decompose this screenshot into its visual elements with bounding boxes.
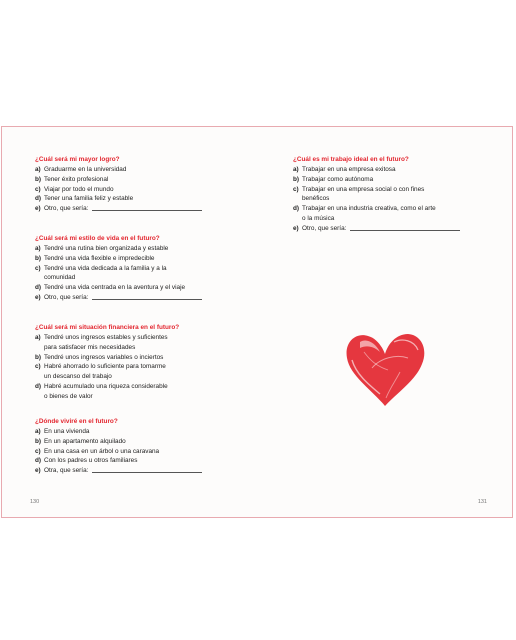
option-letter: d) (35, 284, 42, 292)
heart-icon (342, 328, 428, 410)
option-text: para satisfacer mis necesidades (44, 343, 136, 351)
option-text: Con los padres u otros familiares (44, 457, 138, 465)
option-text: benéficos (302, 195, 330, 203)
option-text: Tendré una vida dedicada a la familia y a la (44, 264, 167, 272)
answer-option (35, 273, 202, 283)
option-letter: c) (35, 264, 41, 272)
answer-option (35, 204, 202, 214)
option-text: Tendré una vida centrada en la aventura y el viaje (44, 284, 186, 292)
option-letter: b) (35, 437, 42, 445)
option-text: Tener una familia feliz y estable (44, 195, 134, 203)
option-text: comunidad (44, 274, 76, 282)
option-text: Otro, que sería: (44, 205, 89, 213)
option-letter: a) (35, 166, 41, 173)
question-title: ¿Cuál será mi estilo de vida en el futuro? (35, 235, 160, 242)
answer-option (293, 214, 460, 224)
answer-option (35, 333, 179, 343)
option-text: En una vivienda (44, 428, 90, 435)
option-text: Trabajar como autónoma (302, 175, 374, 183)
answer-option (293, 204, 460, 214)
option-letter: a) (35, 245, 41, 252)
option-letter: a) (35, 428, 41, 435)
option-text: En una casa en un árbol o una caravana (44, 447, 160, 455)
option-letter: e) (35, 467, 41, 475)
answer-blank-line[interactable] (92, 293, 202, 300)
page-number: 131 (477, 499, 487, 505)
option-letter: e) (35, 293, 41, 301)
answer-option (35, 194, 202, 204)
option-text: Otro, que sería: (302, 224, 347, 232)
option-letter: e) (35, 205, 41, 213)
option-text: Graduarme en la universidad (44, 166, 127, 173)
question-block (293, 155, 460, 234)
option-letter: b) (293, 175, 300, 183)
answer-option (293, 224, 460, 234)
option-letter: d) (35, 195, 42, 203)
question-title: ¿Dónde viviré en el futuro? (35, 418, 118, 425)
option-letter: b) (35, 254, 42, 262)
option-text: un descanso del trabajo (44, 373, 112, 381)
option-text: Habré ahorrado lo suficiente para tomarme (44, 363, 166, 371)
option-letter: a) (293, 166, 299, 173)
option-text: Tendré unos ingresos variables o inciertos (44, 353, 164, 361)
option-letter: c) (35, 363, 41, 371)
option-text: Otra, que sería: (44, 467, 89, 475)
answer-option (35, 447, 202, 457)
right-page (258, 127, 514, 517)
question-block (35, 155, 202, 214)
answer-blank-line[interactable] (92, 466, 202, 473)
option-letter: a) (35, 334, 41, 341)
answer-option (35, 466, 202, 476)
option-text: o bienes de valor (44, 392, 93, 400)
option-text: Viajar por todo el mundo (44, 185, 114, 193)
answer-option (293, 194, 460, 204)
answer-option (35, 392, 179, 402)
answer-option (293, 185, 460, 195)
option-letter: b) (35, 175, 42, 183)
option-letter: c) (35, 185, 41, 193)
option-letter: d) (293, 205, 300, 213)
option-text: Tendré una rutina bien organizada y estable (44, 245, 169, 252)
answer-option (35, 353, 179, 363)
question-title: ¿Cuál será mi situación financiera en el futuro? (35, 324, 180, 331)
option-text: Otro, que sería: (44, 293, 89, 301)
option-text: Trabajar en una industria creativa, como el arte (302, 205, 436, 213)
question-block (35, 234, 202, 303)
answer-option (293, 175, 460, 185)
answer-option (35, 175, 202, 185)
answer-option (35, 264, 202, 274)
answer-option (35, 343, 179, 353)
page-number: 130 (30, 499, 40, 505)
question-title: ¿Cuál será mi mayor logro? (35, 156, 120, 163)
answer-option (35, 456, 202, 466)
option-text: Trabajar en una empresa social o con fines (302, 185, 425, 193)
option-letter: d) (35, 457, 42, 465)
left-page (2, 127, 258, 517)
answer-option (293, 165, 460, 175)
answer-blank-line[interactable] (350, 224, 460, 231)
option-text: Tener éxito profesional (44, 175, 109, 183)
answer-option (35, 165, 202, 175)
option-text: o la música (302, 214, 335, 222)
question-block (35, 323, 179, 402)
option-text: Habré acumulado una riqueza considerable (44, 382, 168, 390)
answer-blank-line[interactable] (92, 204, 202, 211)
option-text: Tendré unos ingresos estables y suficientes (44, 334, 168, 341)
book-spread (1, 126, 513, 518)
option-letter: e) (293, 224, 299, 232)
option-letter: b) (35, 353, 42, 361)
answer-option (35, 427, 202, 437)
answer-option (35, 372, 179, 382)
option-text: Trabajar en una empresa exitosa (302, 166, 396, 173)
option-letter: c) (35, 447, 41, 455)
answer-option (35, 254, 202, 264)
answer-option (35, 244, 202, 254)
answer-option (35, 437, 202, 447)
answer-option (35, 283, 202, 293)
answer-option (35, 293, 202, 303)
option-text: Tendré una vida flexible e impredecible (44, 254, 155, 262)
option-letter: c) (293, 185, 299, 193)
question-block (35, 417, 202, 476)
answer-option (35, 185, 202, 195)
answer-option (35, 382, 179, 392)
option-text: En un apartamento alquilado (44, 437, 126, 445)
answer-option (35, 362, 179, 372)
question-title: ¿Cuál es mi trabajo ideal en el futuro? (293, 156, 409, 163)
option-letter: d) (35, 382, 42, 390)
